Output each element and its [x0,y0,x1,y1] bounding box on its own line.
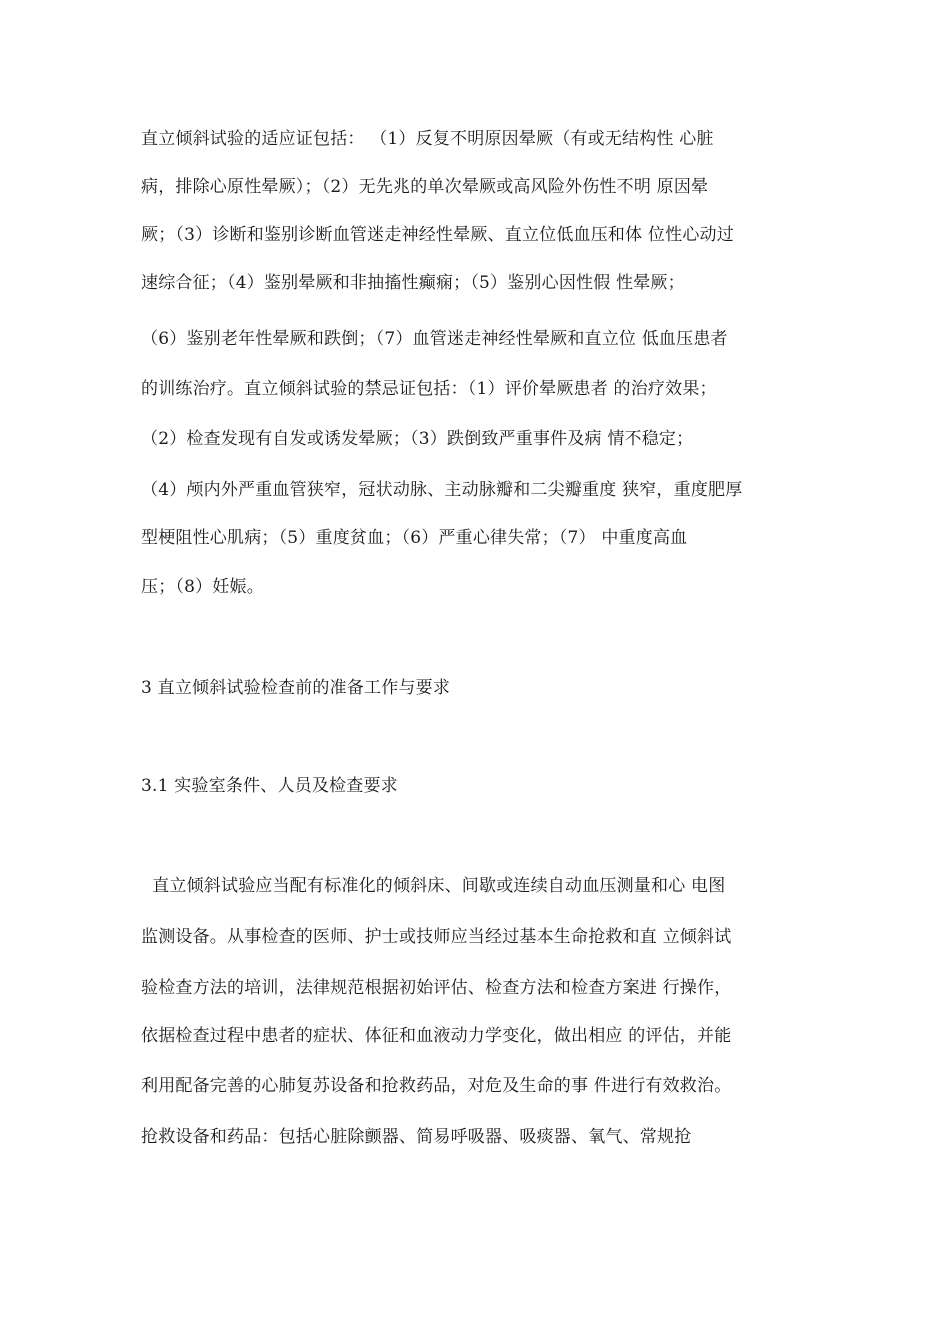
paragraph-2-line-4: 依据检查过程中患者的症状、体征和血液动力学变化，做出相应 的评估，并能 [141,1026,732,1046]
paragraph-1-line-10: 压；（8）妊娠。 [141,577,264,597]
paragraph-1-line-4: 速综合征；（4）鉴别晕厥和非抽搐性癫痫；（5）鉴别心因性假 性晕厥； [141,273,685,293]
section-heading-3-1: 3.1 实验室条件、人员及检查要求 [141,776,398,796]
paragraph-1-line-7: （2）检查发现有自发或诱发晕厥；（3）跌倒致严重事件及病 情不稳定； [141,429,694,449]
paragraph-2-line-5: 利用配备完善的心肺复苏设备和抢救药品，对危及生命的事 件进行有效救治。 [141,1076,732,1096]
paragraph-1-line-1: 直立倾斜试验的适应证包括： （1）反复不明原因晕厥（有或无结构性 心脏 [141,129,714,149]
section-heading-3: 3 直立倾斜试验检查前的准备工作与要求 [141,678,451,698]
paragraph-1-line-3: 厥；（3）诊断和鉴别诊断血管迷走神经性晕厥、直立位低血压和体 位性心动过 [141,225,734,245]
paragraph-1-line-2: 病，排除心原性晕厥）；（2）无先兆的单次晕厥或高风险外伤性不明 原因晕 [141,177,709,197]
paragraph-1-line-5: （6）鉴别老年性晕厥和跌倒；（7）血管迷走神经性晕厥和直立位 低血压患者 [141,329,728,349]
paragraph-1-line-9: 型梗阻性心肌病；（5）重度贫血；（6）严重心律失常；（7） 中重度高血 [141,528,688,548]
paragraph-1-line-8: （4）颅内外严重血管狭窄，冠状动脉、主动脉瓣和二尖瓣重度 狭窄，重度肥厚 [141,480,743,500]
paragraph-2-line-1: 直立倾斜试验应当配有标准化的倾斜床、间歇或连续自动血压测量和心 电图 [141,876,726,896]
paragraph-2-line-3: 验检查方法的培训，法律规范根据初始评估、检查方法和检查方案进 行操作， [141,978,732,998]
paragraph-2-line-2: 监测设备。从事检查的医师、护士或技师应当经过基本生命抢救和直 立倾斜试 [141,927,732,947]
paragraph-2-line-6: 抢救设备和药品：包括心脏除颤器、简易呼吸器、吸痰器、氧气、常规抢 [141,1127,692,1147]
paragraph-1-line-6: 的训练治疗。直立倾斜试验的禁忌证包括：（1）评价晕厥患者 的治疗效果； [141,379,717,399]
